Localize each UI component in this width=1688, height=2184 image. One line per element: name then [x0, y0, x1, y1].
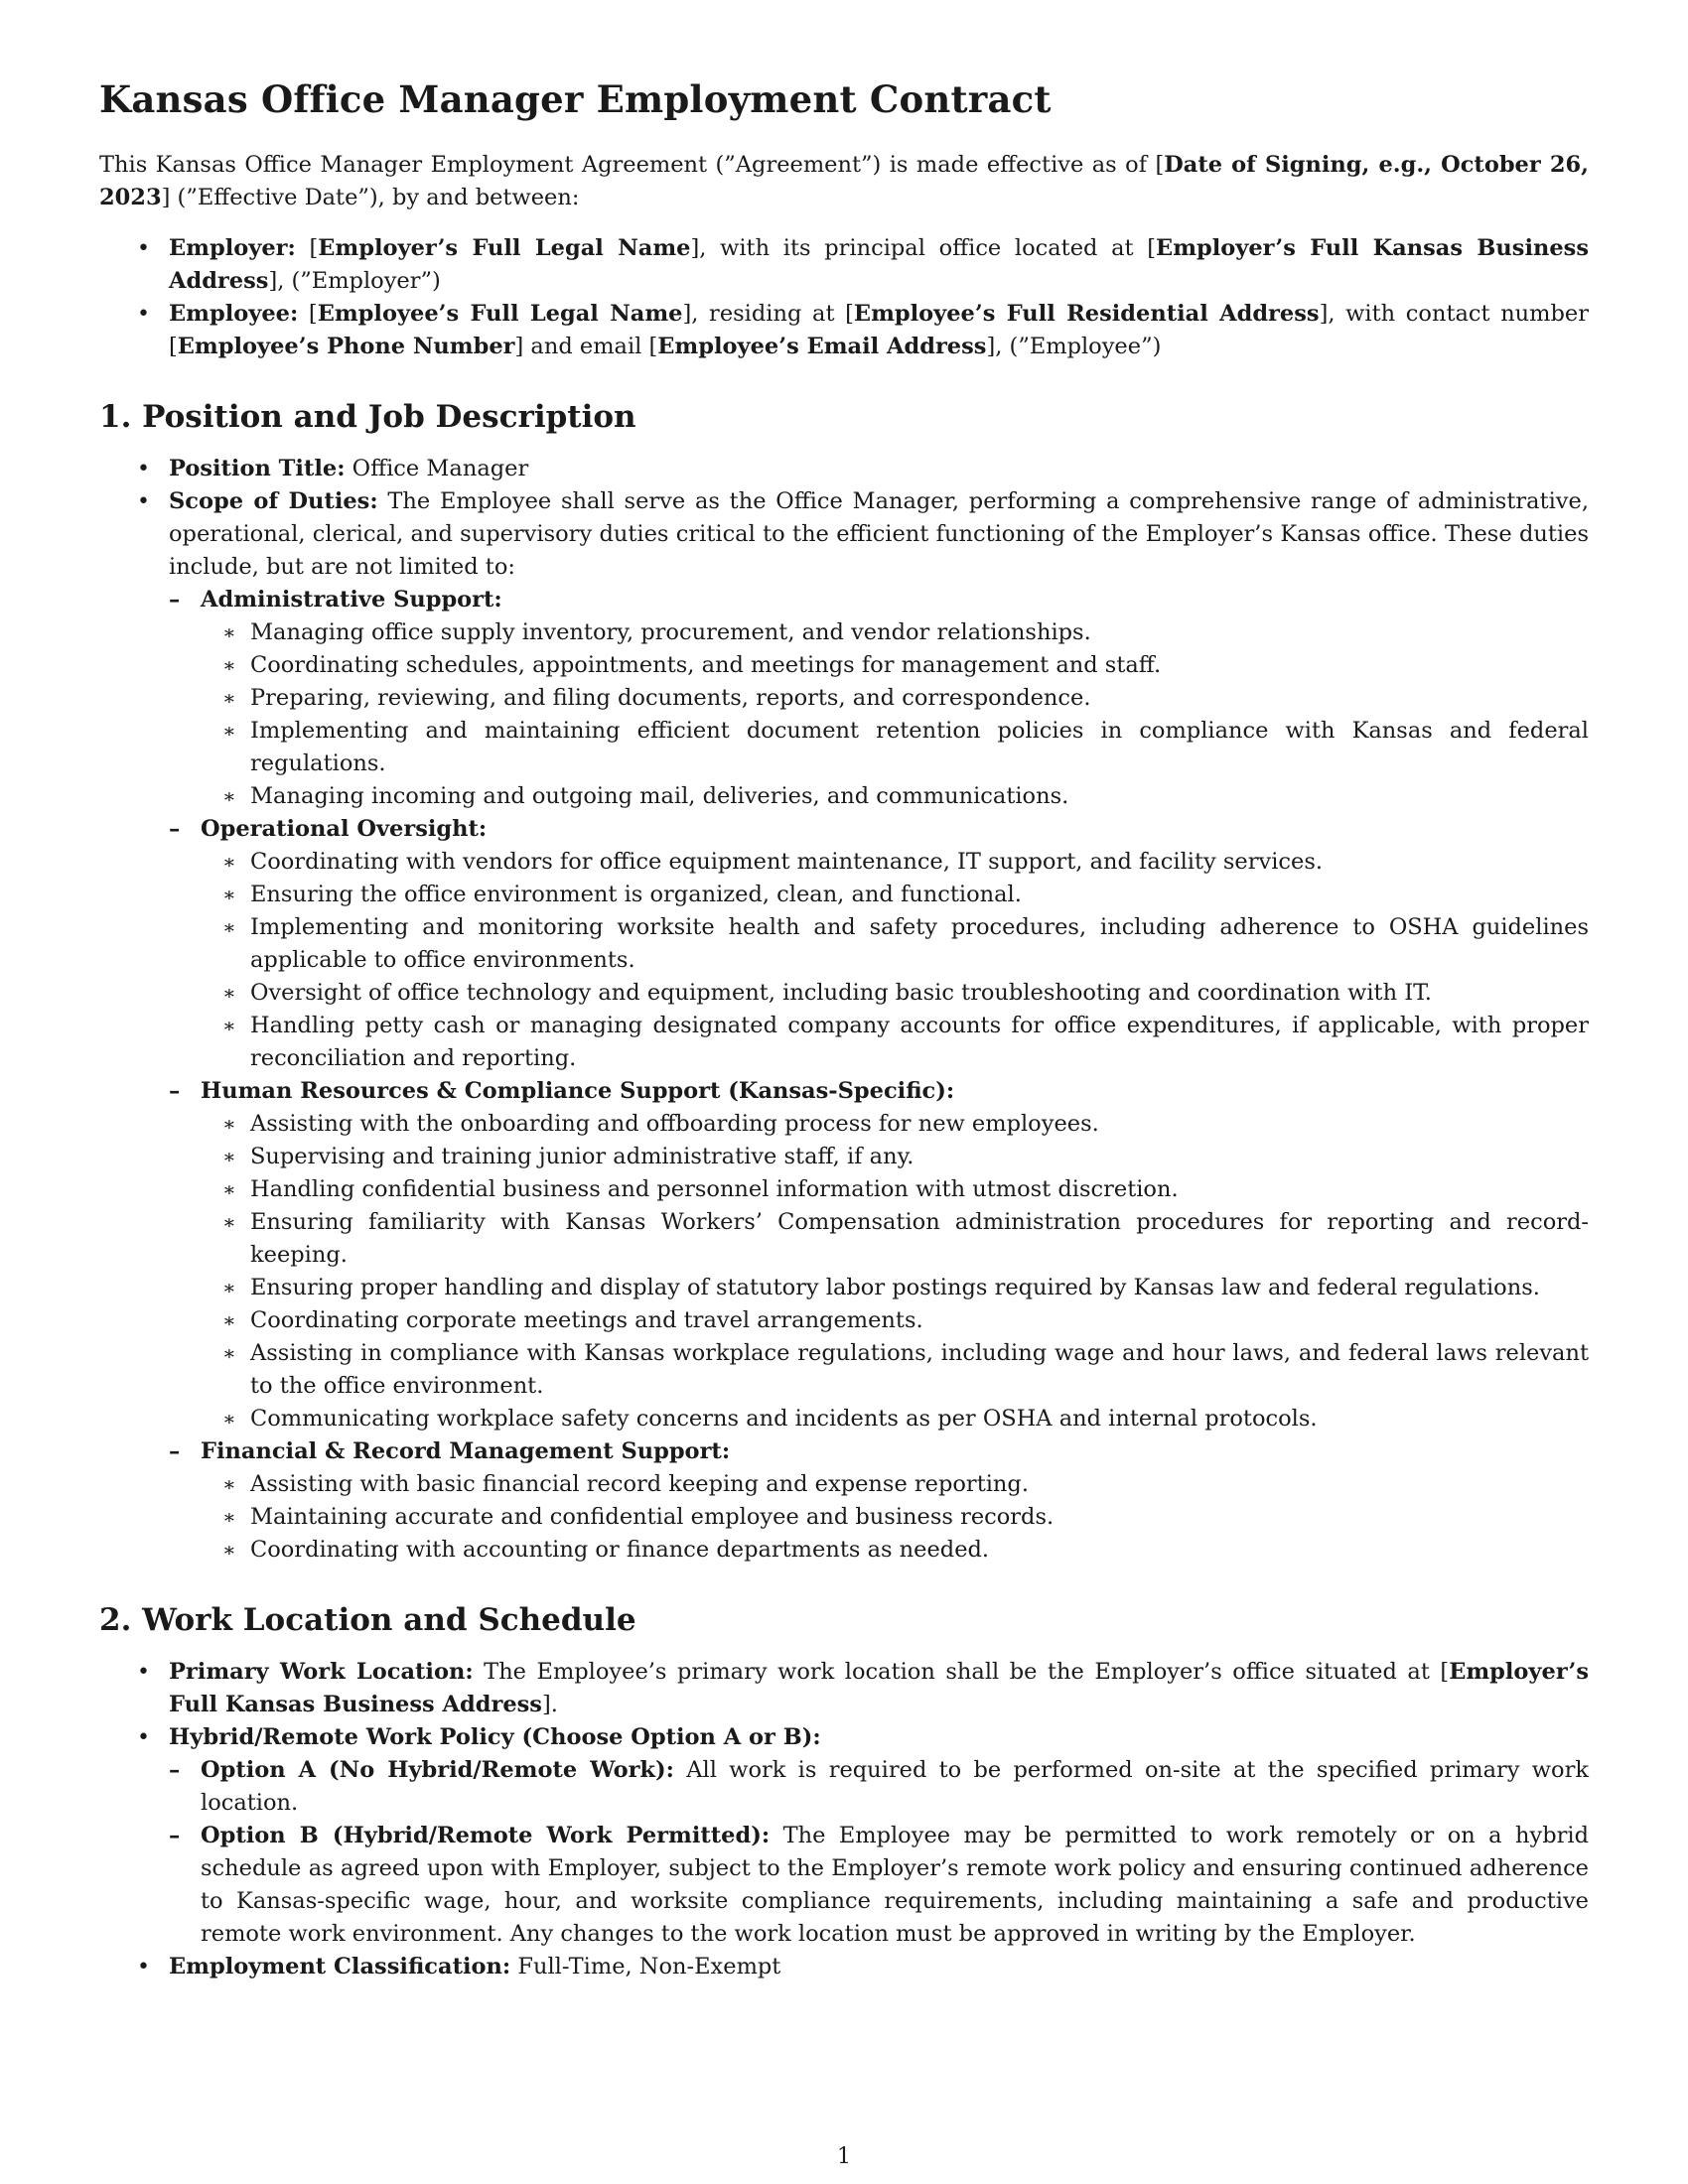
duty-group-label: Administrative Support:: [201, 587, 502, 613]
employee-name-placeholder: Employee’s Full Legal Name: [317, 301, 683, 327]
duty-groups: [169, 584, 1589, 1567]
section-1-heading: 1. Position and Job Description: [99, 399, 636, 435]
document-title: Kansas Office Manager Employment Contract: [99, 77, 1052, 121]
employee-party: [99, 298, 1589, 363]
duty-item: ∗ Managing incoming and outgoing mail, deliveries, and communications.: [201, 780, 1589, 813]
employer-name-placeholder: Employer’s Full Legal Name: [318, 235, 691, 261]
document-content: [99, 77, 1589, 1983]
duty-items: [201, 1468, 1589, 1567]
hybrid-options: [169, 1754, 1589, 1951]
duty-group-hr-compliance: [169, 1075, 1589, 1435]
duty-item: ∗ Communicating workplace safety concerns and incidents as per OSHA and internal protocols.: [201, 1403, 1589, 1435]
duty-group-label: Human Resources & Compliance Support (Kansas-Specific):: [201, 1078, 955, 1104]
scope-of-duties-item: [99, 485, 1589, 1567]
text-fragment: ], (”Employer”): [268, 268, 441, 294]
duty-item: ∗ Ensuring the office environment is organized, clean, and functional.: [201, 879, 1589, 911]
option-a-label: Option A (No Hybrid/Remote Work):: [201, 1757, 674, 1783]
duty-item: ∗ Assisting with the onboarding and offboarding process for new employees.: [201, 1108, 1589, 1141]
duty-item: ∗ Implementing and monitoring worksite health and safety procedures, including adherence to OSHA guidelines applicable to office environments.: [201, 911, 1589, 977]
text-fragment: ], with its principal office located at [: [690, 235, 1157, 261]
position-title-item: [99, 453, 1589, 485]
duty-group-financial: [169, 1435, 1589, 1567]
duty-item: ∗ Supervising and training junior administrative staff, if any.: [201, 1141, 1589, 1173]
classification-value: Full-Time, Non-Exempt: [510, 1954, 781, 1979]
text-fragment: ].: [541, 1692, 558, 1717]
duty-item: ∗ Coordinating schedules, appointments, and meetings for management and staff.: [201, 649, 1589, 682]
employer-label: Employer:: [169, 235, 296, 261]
duty-item: ∗ Coordinating with vendors for office equipment maintenance, IT support, and facility services.: [201, 846, 1589, 879]
duty-group-administrative: [169, 584, 1589, 813]
duty-group-label: Operational Oversight:: [201, 816, 488, 842]
employee-phone-placeholder: Employee’s Phone Number: [177, 334, 515, 359]
duty-items: [201, 846, 1589, 1075]
duty-items: [201, 1108, 1589, 1435]
employee-label: Employee:: [169, 301, 299, 327]
duty-item: ∗ Oversight of office technology and equipment, including basic troubleshooting and coordination with IT.: [201, 977, 1589, 1010]
hybrid-policy-item: [99, 1721, 1589, 1951]
employer-party: [99, 232, 1589, 298]
option-b: [169, 1820, 1589, 1951]
duty-item: ∗ Handling petty cash or managing designated company accounts for office expenditures, if applicable, with proper reconciliation and reporting.: [201, 1010, 1589, 1075]
intro-text-end: ] (”Effective Date”), by and between:: [161, 185, 580, 210]
effective-date-placeholder: Date of Signing, e.g., October 26, 2023: [99, 152, 1589, 210]
section-2-heading: 2. Work Location and Schedule: [99, 1602, 636, 1638]
position-title-value: Office Manager: [345, 456, 529, 481]
employee-address-placeholder: Employee’s Full Residential Address: [853, 301, 1320, 327]
scope-label: Scope of Duties:: [169, 488, 378, 514]
text-fragment: [: [295, 235, 319, 261]
option-b-label: Option B (Hybrid/Remote Work Permitted):: [201, 1823, 771, 1848]
employee-email-placeholder: Employee’s Email Address: [657, 334, 987, 359]
position-title-label: Position Title:: [169, 456, 346, 481]
duty-item: ∗ Assisting with basic financial record keeping and expense reporting.: [201, 1468, 1589, 1501]
duty-group-operational: [169, 813, 1589, 1075]
hybrid-policy-label: Hybrid/Remote Work Policy (Choose Option A or B):: [169, 1724, 821, 1750]
duty-item: ∗ Ensuring proper handling and display of statutory labor postings required by Kansas law and federal regulations.: [201, 1272, 1589, 1304]
employer-address-placeholder: Employer’s Full Kansas Business Address: [169, 235, 1589, 294]
parties-list: [99, 232, 1589, 363]
primary-location-text: The Employee’s primary work location shall be the Employer’s office situated at [: [473, 1659, 1450, 1685]
primary-work-location-item: [99, 1656, 1589, 1721]
text-fragment: ], residing at [: [682, 301, 854, 327]
primary-location-label: Primary Work Location:: [169, 1659, 474, 1685]
section-1-list: [99, 453, 1589, 1567]
option-a-text: All work is required to be performed on-site at the specified primary work location.: [201, 1757, 1589, 1816]
duty-item: ∗ Assisting in compliance with Kansas workplace regulations, including wage and hour laws, and federal laws relevant to the office environment.: [201, 1337, 1589, 1403]
section-2-list: [99, 1656, 1589, 1983]
text-fragment: ], with contact number [: [169, 301, 1589, 359]
text-fragment: [: [298, 301, 318, 327]
duty-item: ∗ Implementing and maintaining efficient document retention policies in compliance with Kansas and federal regulations.: [201, 715, 1589, 780]
classification-label: Employment Classification:: [169, 1954, 511, 1979]
duty-items: [201, 616, 1589, 813]
primary-location-address-placeholder: Employer’s Full Kansas Business Address: [169, 1659, 1589, 1717]
text-fragment: ], (”Employee”): [986, 334, 1162, 359]
duty-item: ∗ Maintaining accurate and confidential employee and business records.: [201, 1501, 1589, 1534]
page-number: 1: [837, 2144, 851, 2169]
intro-text: This Kansas Office Manager Employment Agreement (”Agreement”) is made effective as of [: [99, 152, 1165, 178]
duty-item: ∗ Coordinating corporate meetings and travel arrangements.: [201, 1304, 1589, 1337]
duty-group-label: Financial & Record Management Support:: [201, 1438, 731, 1464]
employment-classification-item: [99, 1951, 1589, 1983]
option-b-text: The Employee may be permitted to work remotely or on a hybrid schedule as agreed upon with Employer, subject to the Employer’s remote work policy and ensuring continued adherence to Kansas-specific wage, hour, and worksite compliance requirements, including maintaining a safe and productive remote work environment. Any changes to the work location must be approved in writing by the Employer.: [201, 1823, 1589, 1947]
duty-item: ∗ Managing office supply inventory, procurement, and vendor relationships.: [201, 616, 1589, 649]
duty-item: ∗ Ensuring familiarity with Kansas Workers’ Compensation administration procedures for reporting and record-keeping.: [201, 1206, 1589, 1272]
intro-paragraph: [99, 149, 1589, 214]
duty-item: ∗ Handling confidential business and personnel information with utmost discretion.: [201, 1173, 1589, 1206]
duty-item: ∗ Coordinating with accounting or finance departments as needed.: [201, 1534, 1589, 1567]
duty-item: ∗ Preparing, reviewing, and filing documents, reports, and correspondence.: [201, 682, 1589, 715]
scope-text: The Employee shall serve as the Office Manager, performing a comprehensive range of administrative, operational, clerical, and supervisory duties critical to the efficient functioning of the Employer’s Kansas office. These duties include, but are not limited to:: [169, 488, 1589, 580]
text-fragment: ] and email [: [514, 334, 658, 359]
option-a: [169, 1754, 1589, 1820]
